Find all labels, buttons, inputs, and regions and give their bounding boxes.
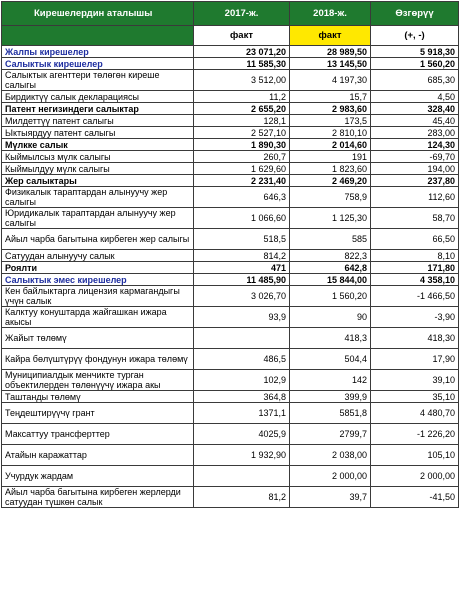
row-2017-cell: 1 932,90	[194, 445, 290, 466]
row-2017-cell: 11 485,90	[194, 274, 290, 286]
row-name-cell: Юридикалык тараптардан алынуучу жер салыгы	[2, 208, 194, 229]
row-2018-cell: 822,3	[290, 250, 371, 262]
row-2018-cell: 13 145,50	[290, 58, 371, 70]
subheader-blank	[2, 26, 194, 46]
row-change-cell: 283,00	[371, 127, 459, 139]
row-2018-cell: 2 038,00	[290, 445, 371, 466]
table-row	[2, 403, 459, 424]
table-row	[2, 229, 459, 250]
row-name-cell: Милдеттүү патент салыгы	[2, 115, 194, 127]
table-row	[2, 307, 459, 328]
row-2017-cell: 3 026,70	[194, 286, 290, 307]
row-name-cell: Максаттуу трансферттер	[2, 424, 194, 445]
row-2017-cell: 646,3	[194, 187, 290, 208]
row-change-cell: 418,30	[371, 328, 459, 349]
subheader-2017: факт	[194, 26, 290, 46]
row-2017-cell: 364,8	[194, 391, 290, 403]
row-2017-cell: 518,5	[194, 229, 290, 250]
row-2017-cell: 3 512,00	[194, 70, 290, 91]
table-row	[2, 91, 459, 103]
row-name-cell: Бирдиктүү салык декларациясы	[2, 91, 194, 103]
header-change: Өзгөрүү	[371, 2, 459, 26]
row-change-cell: 66,50	[371, 229, 459, 250]
row-2017-cell: 11,2	[194, 91, 290, 103]
row-change-cell: -41,50	[371, 487, 459, 508]
table-row	[2, 262, 459, 274]
table-row	[2, 286, 459, 307]
table-row	[2, 328, 459, 349]
row-2018-cell: 2 983,60	[290, 103, 371, 115]
row-name-cell: Сатуудан алынуучу салык	[2, 250, 194, 262]
table-row	[2, 445, 459, 466]
row-2018-cell: 2799,7	[290, 424, 371, 445]
table-row	[2, 115, 459, 127]
row-change-cell: 58,70	[371, 208, 459, 229]
table-row	[2, 58, 459, 70]
row-name-cell: Жер салыктары	[2, 175, 194, 187]
row-change-cell: 685,30	[371, 70, 459, 91]
revenue-table-container	[1, 1, 458, 593]
row-name-cell: Салыктык агенттери төлөгөн киреше салыгы	[2, 70, 194, 91]
row-name-cell: Салыктык кирешелер	[2, 58, 194, 70]
row-change-cell: 8,10	[371, 250, 459, 262]
table-body	[2, 46, 459, 508]
table-row	[2, 370, 459, 391]
row-change-cell: 124,30	[371, 139, 459, 151]
row-name-cell: Атайын каражаттар	[2, 445, 194, 466]
header-2017: 2017-ж.	[194, 2, 290, 26]
table-row	[2, 424, 459, 445]
revenue-table	[1, 1, 459, 508]
row-2018-cell: 142	[290, 370, 371, 391]
row-2018-cell: 642,8	[290, 262, 371, 274]
row-name-cell: Теңдештирүүчү грант	[2, 403, 194, 424]
table-row	[2, 349, 459, 370]
row-2017-cell: 93,9	[194, 307, 290, 328]
table-row	[2, 46, 459, 58]
table-row	[2, 175, 459, 187]
row-2017-cell: 102,9	[194, 370, 290, 391]
table-row	[2, 103, 459, 115]
subheader-change: (+, -)	[371, 26, 459, 46]
row-name-cell: Жалпы кирешелер	[2, 46, 194, 58]
row-name-cell: Кайра бөлүштүрүү фондунун ижара төлөмү	[2, 349, 194, 370]
row-change-cell: 39,10	[371, 370, 459, 391]
row-name-cell: Ыктыярдуу патент салыгы	[2, 127, 194, 139]
row-2017-cell: 23 071,20	[194, 46, 290, 58]
row-2018-cell: 15,7	[290, 91, 371, 103]
row-change-cell: 1 560,20	[371, 58, 459, 70]
row-2017-cell: 2 527,10	[194, 127, 290, 139]
row-2018-cell: 2 014,60	[290, 139, 371, 151]
row-change-cell: -3,90	[371, 307, 459, 328]
row-name-cell: Кен байлыктарга лицензия кармагандыгы үчүн салык	[2, 286, 194, 307]
row-change-cell: 328,40	[371, 103, 459, 115]
row-2018-cell: 191	[290, 151, 371, 163]
table-row	[2, 139, 459, 151]
table-row	[2, 208, 459, 229]
row-name-cell: Мүлкке салык	[2, 139, 194, 151]
row-change-cell: -1 226,20	[371, 424, 459, 445]
row-2018-cell: 2 810,10	[290, 127, 371, 139]
row-2018-cell: 28 989,50	[290, 46, 371, 58]
row-name-cell: Физикалык тараптардан алынуучу жер салыгы	[2, 187, 194, 208]
row-change-cell: 105,10	[371, 445, 459, 466]
row-change-cell: 4,50	[371, 91, 459, 103]
row-name-cell: Кыймылдуу мүлк салыгы	[2, 163, 194, 175]
table-row	[2, 127, 459, 139]
row-change-cell: 17,90	[371, 349, 459, 370]
row-2017-cell	[194, 466, 290, 487]
row-change-cell: 5 918,30	[371, 46, 459, 58]
row-name-cell: Калктуу конуштарда жайгашкан ижара акысы	[2, 307, 194, 328]
row-2017-cell: 814,2	[194, 250, 290, 262]
row-2018-cell: 5851,8	[290, 403, 371, 424]
row-2018-cell: 585	[290, 229, 371, 250]
row-2017-cell: 486,5	[194, 349, 290, 370]
row-2018-cell: 504,4	[290, 349, 371, 370]
row-2017-cell: 1 890,30	[194, 139, 290, 151]
row-name-cell: Учурдук жардам	[2, 466, 194, 487]
header-row	[2, 2, 459, 26]
row-2018-cell: 4 197,30	[290, 70, 371, 91]
row-2017-cell: 471	[194, 262, 290, 274]
row-change-cell: 35,10	[371, 391, 459, 403]
table-row	[2, 250, 459, 262]
row-2018-cell: 758,9	[290, 187, 371, 208]
row-name-cell: Жайыт төлөмү	[2, 328, 194, 349]
row-2018-cell: 90	[290, 307, 371, 328]
row-2017-cell	[194, 328, 290, 349]
row-name-cell: Таштанды төлөмү	[2, 391, 194, 403]
row-2018-cell: 418,3	[290, 328, 371, 349]
table-row	[2, 151, 459, 163]
row-2018-cell: 2 469,20	[290, 175, 371, 187]
row-2018-cell: 1 823,60	[290, 163, 371, 175]
row-name-cell: Патент негизиндеги салыктар	[2, 103, 194, 115]
row-2018-cell: 399,9	[290, 391, 371, 403]
table-row	[2, 487, 459, 508]
row-2017-cell: 128,1	[194, 115, 290, 127]
row-change-cell: 4 480,70	[371, 403, 459, 424]
row-2017-cell: 260,7	[194, 151, 290, 163]
row-change-cell: 45,40	[371, 115, 459, 127]
row-2017-cell: 2 231,40	[194, 175, 290, 187]
row-change-cell: 171,80	[371, 262, 459, 274]
row-2017-cell: 1 629,60	[194, 163, 290, 175]
header-2018: 2018-ж.	[290, 2, 371, 26]
row-2017-cell: 1 066,60	[194, 208, 290, 229]
row-2018-cell: 2 000,00	[290, 466, 371, 487]
header-name: Кирешелердин аталышы	[2, 2, 194, 26]
row-name-cell: Роялти	[2, 262, 194, 274]
row-2018-cell: 173,5	[290, 115, 371, 127]
row-name-cell: Муниципиалдык менчикте турган объектилерден төлөнүүчү ижара акы	[2, 370, 194, 391]
row-2017-cell: 81,2	[194, 487, 290, 508]
table-row	[2, 163, 459, 175]
row-change-cell: 4 358,10	[371, 274, 459, 286]
row-name-cell: Айыл чарба багытына кирбеген жерлерди сатуудан түшкөн салык	[2, 487, 194, 508]
table-row	[2, 70, 459, 91]
row-2017-cell: 2 655,20	[194, 103, 290, 115]
row-2017-cell: 1371,1	[194, 403, 290, 424]
row-change-cell: 2 000,00	[371, 466, 459, 487]
row-change-cell: -69,70	[371, 151, 459, 163]
table-row	[2, 187, 459, 208]
table-row	[2, 466, 459, 487]
row-name-cell: Салыктык эмес кирешелер	[2, 274, 194, 286]
row-2017-cell: 11 585,30	[194, 58, 290, 70]
subheader-row	[2, 26, 459, 46]
row-change-cell: 194,00	[371, 163, 459, 175]
row-2018-cell: 1 560,20	[290, 286, 371, 307]
row-name-cell: Кыймылсыз мүлк салыгы	[2, 151, 194, 163]
row-change-cell: 237,80	[371, 175, 459, 187]
table-row	[2, 391, 459, 403]
row-change-cell: -1 466,50	[371, 286, 459, 307]
row-name-cell: Айыл чарба багытына кирбеген жер салыгы	[2, 229, 194, 250]
row-2018-cell: 15 844,00	[290, 274, 371, 286]
row-2018-cell: 1 125,30	[290, 208, 371, 229]
table-row	[2, 274, 459, 286]
row-change-cell: 112,60	[371, 187, 459, 208]
row-2017-cell: 4025,9	[194, 424, 290, 445]
row-2018-cell: 39,7	[290, 487, 371, 508]
subheader-2018: факт	[290, 26, 371, 46]
